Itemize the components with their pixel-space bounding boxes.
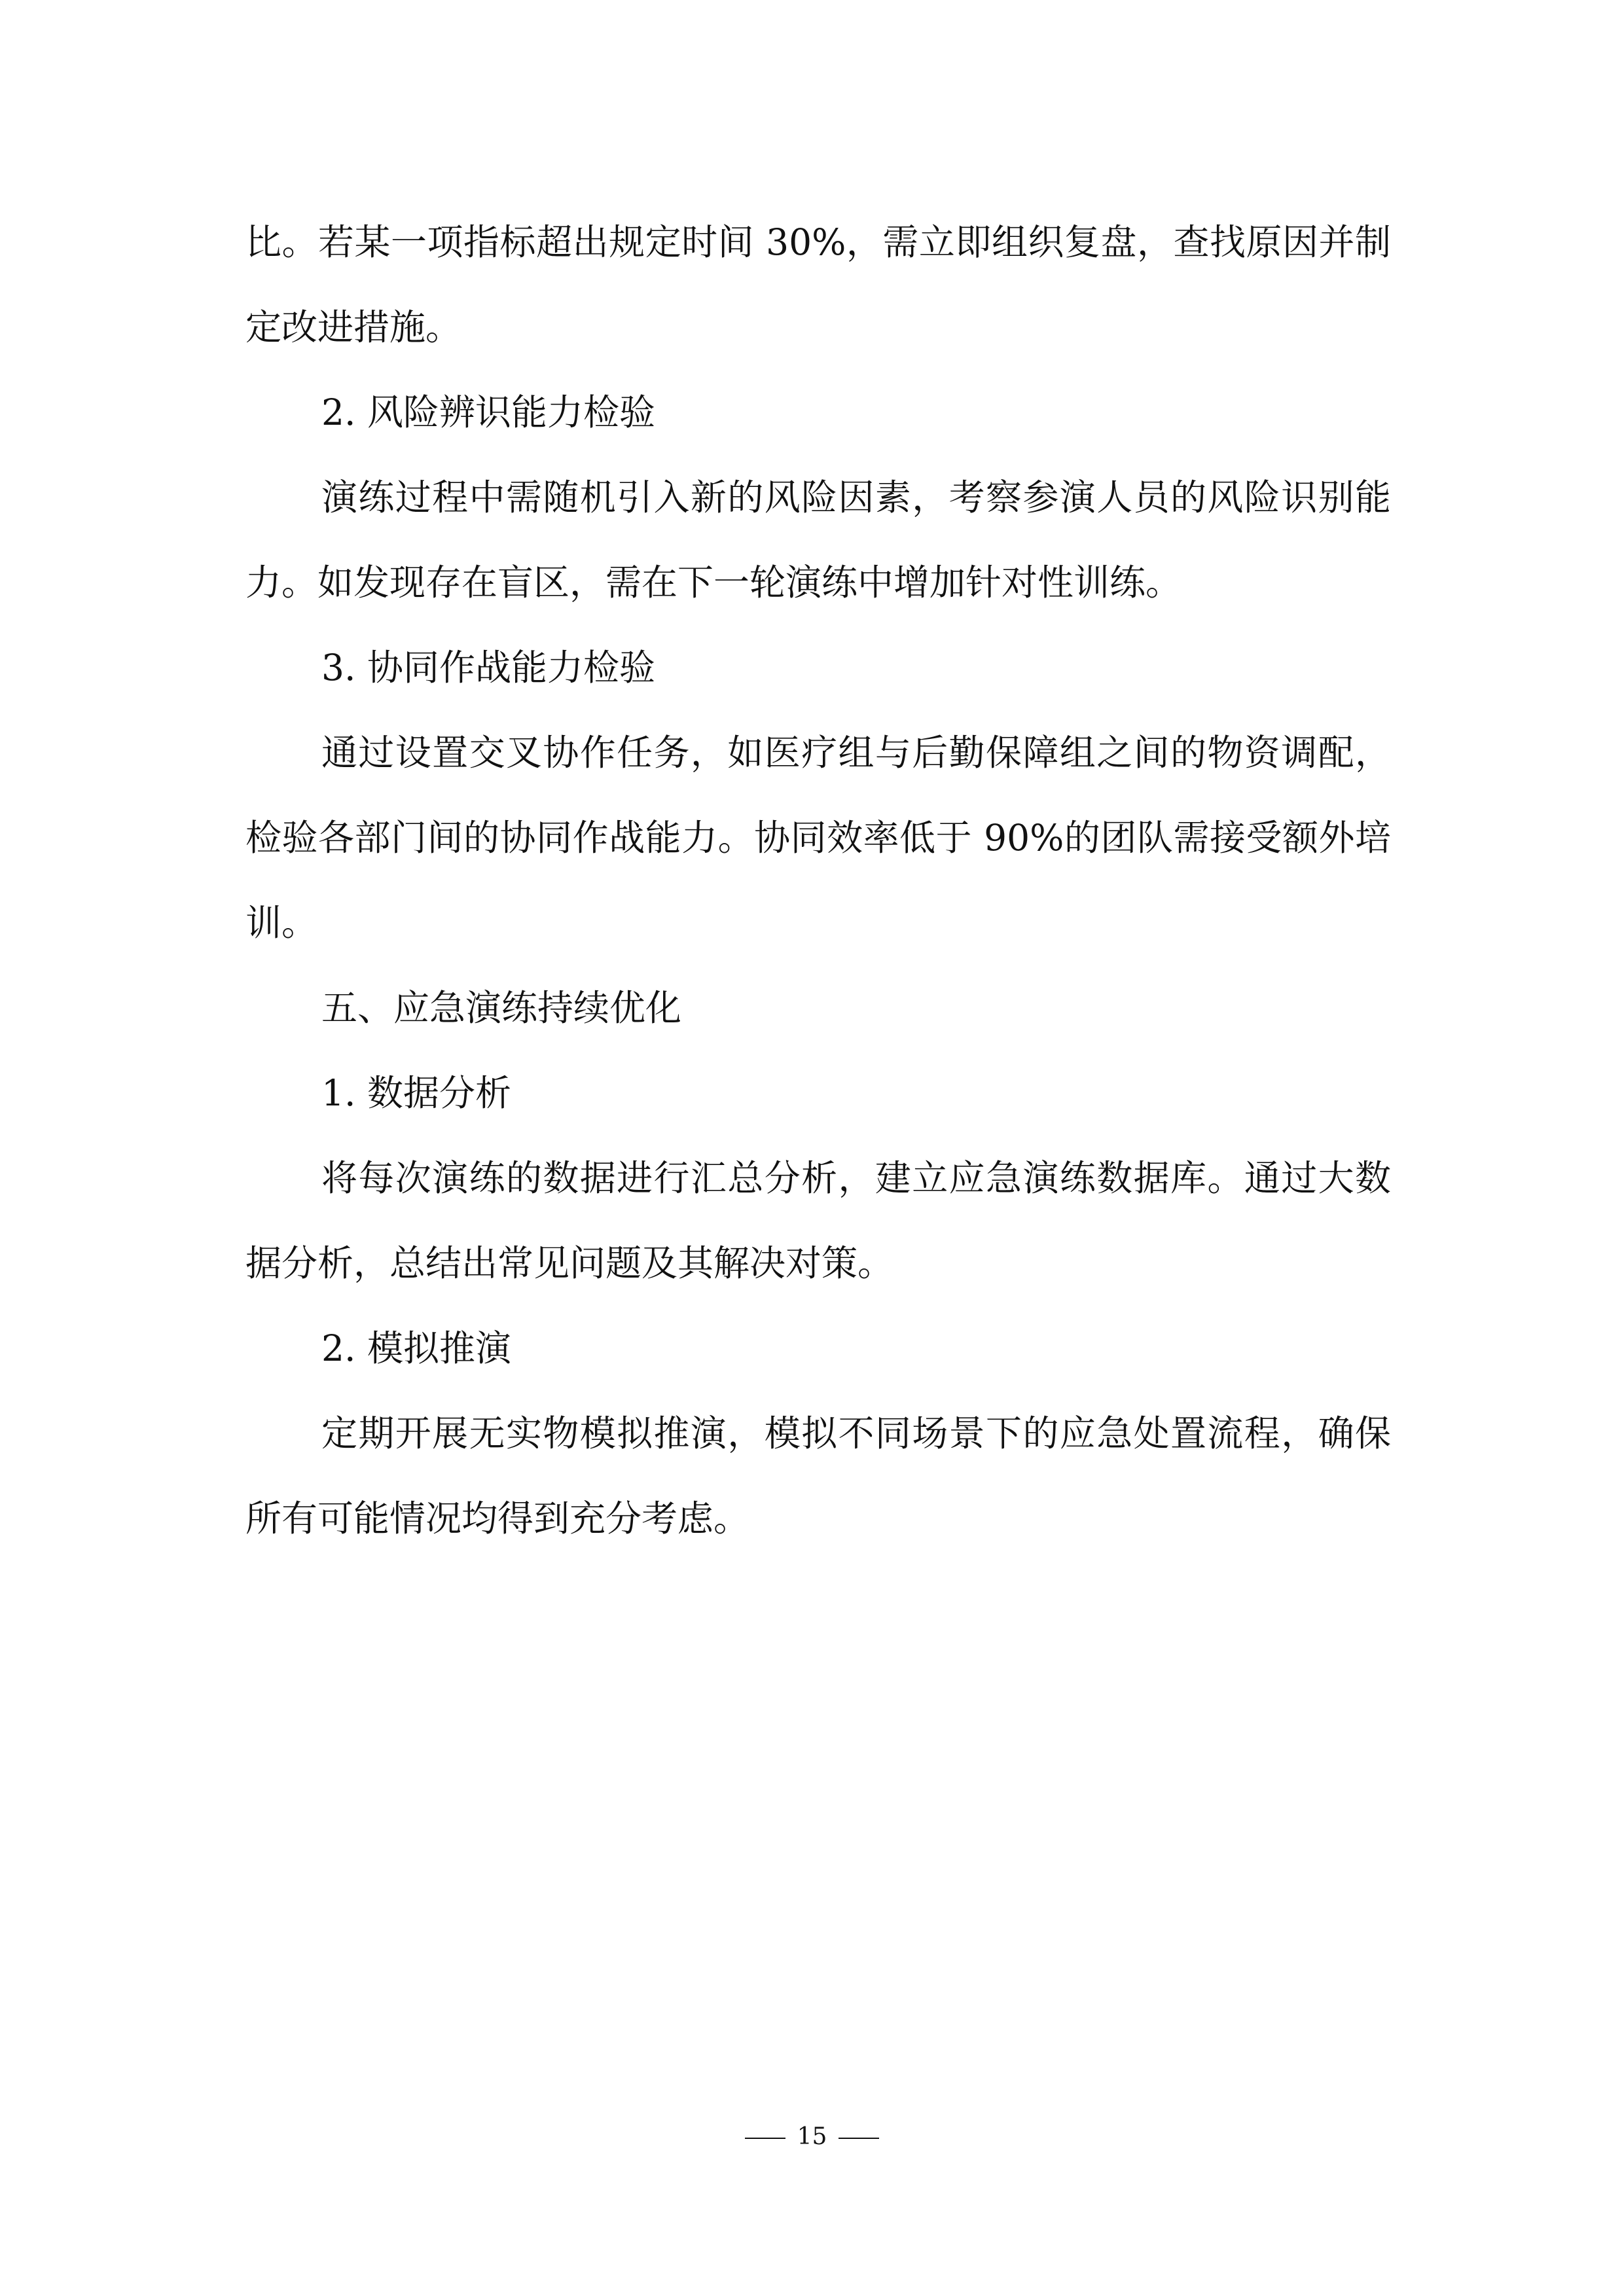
page-footer [0,2121,1624,2153]
section-heading-continuous-optimization: 五、应急演练持续优化 [321,987,682,1029]
footer-dash-right [839,2138,879,2139]
subheading-simulation: 2. 模拟推演 [321,1327,511,1369]
page-number: 15 [797,2123,827,2150]
subheading-risk-identification: 2. 风险辨识能力检验 [321,391,655,433]
paragraph-data-analysis: 将每次演练的数据进行汇总分析，建立应急演练数据库。通过大数据分析，总结出常见问题及其解决对策。 [245,1157,1391,1284]
paragraph-coordination: 通过设置交叉协作任务，如医疗组与后勤保障组之间的物资调配，检验各部门间的协同作战能力。协同效率低于 90%的团队需接受额外培训。 [245,732,1391,944]
document-body [245,200,1391,1561]
paragraph-simulation: 定期开展无实物模拟推演，模拟不同场景下的应急处置流程，确保所有可能情况均得到充分考虑。 [245,1412,1391,1539]
subheading-coordination: 3. 协同作战能力检验 [321,647,655,689]
paragraph-risk-identification: 演练过程中需随机引入新的风险因素，考察参演人员的风险识别能力。如发现存在盲区，需在下一轮演练中增加针对性训练。 [245,476,1391,603]
subheading-data-analysis: 1. 数据分析 [321,1072,511,1114]
footer-dash-left [745,2138,785,2139]
paragraph-continuation: 比。若某一项指标超出规定时间 30%，需立即组织复盘，查找原因并制定改进措施。 [245,221,1391,348]
